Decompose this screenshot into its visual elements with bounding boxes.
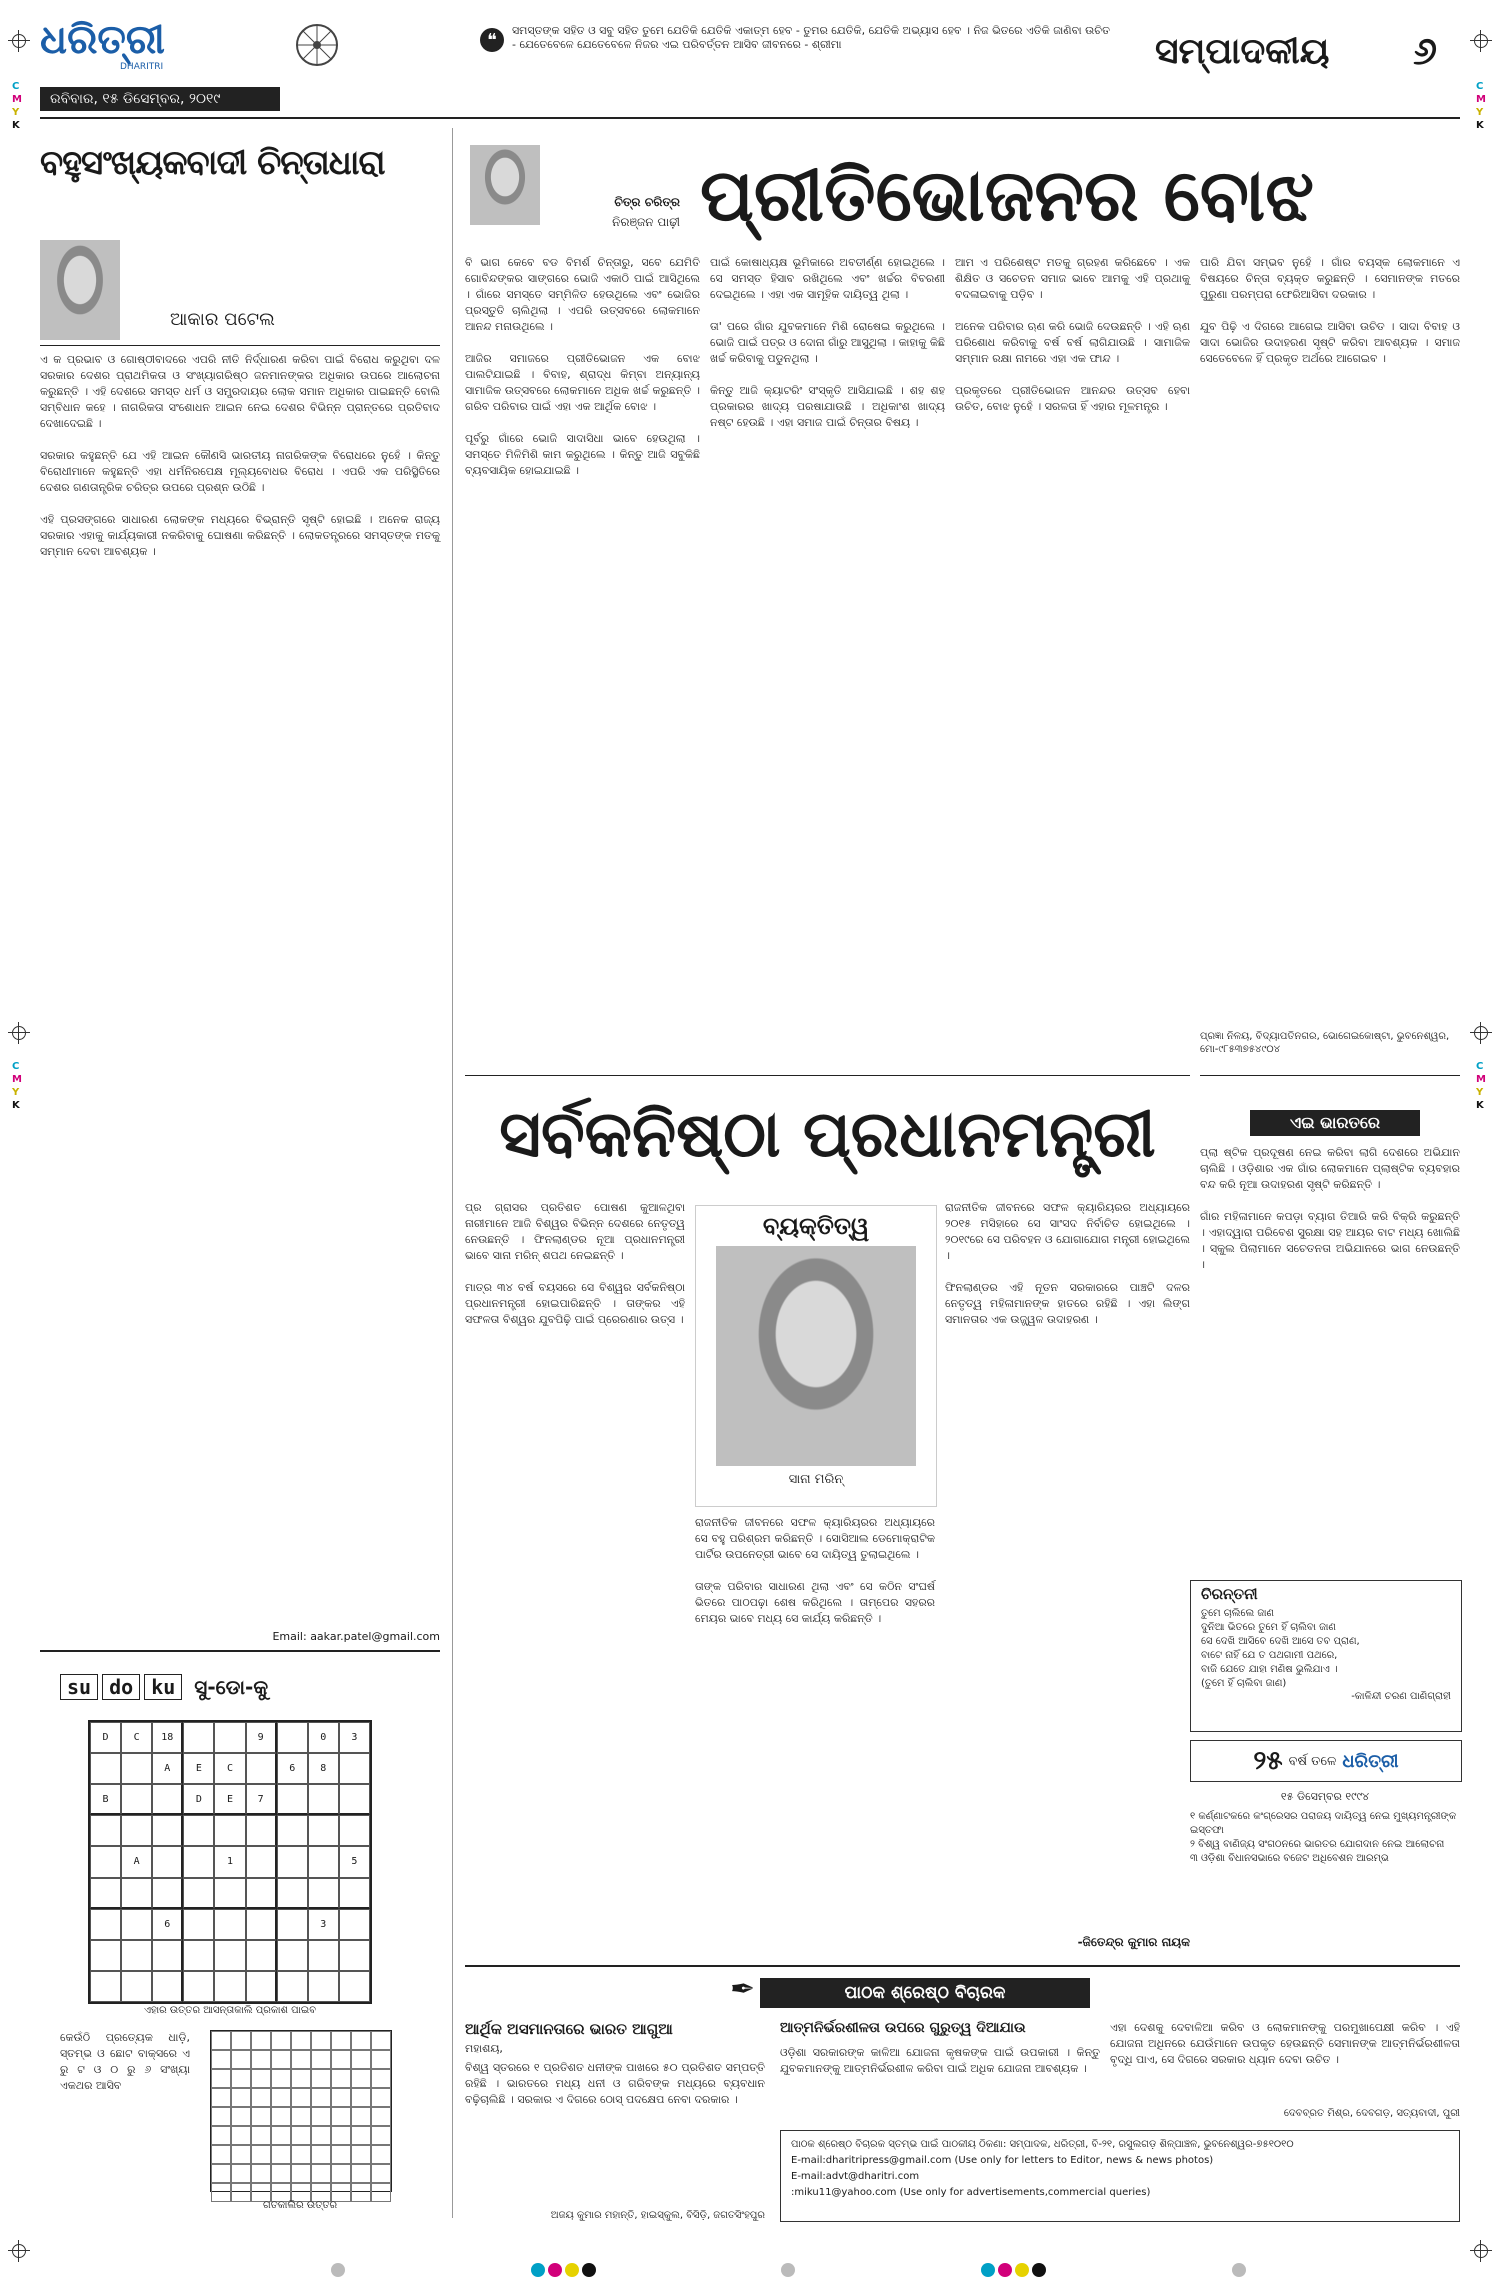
sudoku-cell[interactable] (121, 1878, 152, 1909)
list-item: ୨ ବିଶ୍ୱ ବାଣିଜ୍ୟ ସଂଗଠନରେ ଭାରତର ଯୋଗଦାନ ନେଇ ଆଲୋଚନା (1190, 1839, 1445, 1850)
sudoku-cell[interactable] (339, 1878, 370, 1909)
person-photo (716, 1246, 916, 1466)
solution-cell (331, 2126, 351, 2145)
solution-cell (251, 2031, 271, 2050)
solution-cell (351, 2107, 371, 2126)
solution-cell (351, 2145, 371, 2164)
years-ago-header: ୨୫ ବର୍ଷ ତଳେ ଧରିତ୍ରୀ (1190, 1740, 1462, 1782)
article-pm-col3-top: ରାଜନୀତିକ ଜୀବନରେ ସଫଳ କ୍ୟାରିୟରର ଅଧ୍ୟାୟରେ ୨୦୧୫ ମସିହାରେ ସେ ସାଂସଦ ନିର୍ବାଚିତ ହୋଇଥିଲେ । ୨୦୧୯ରେ ସେ ପରିବହନ ଓ ଯୋଗାଯୋଗ ମନ୍ତ୍ରୀ ହୋଇଥିଲେ । ଫିନଲାଣ୍ଡର ଏହି ନୂତନ ସରକାରରେ ପାଞ୍ଚଟି ଦଳର ନେତୃତ୍ୱ ମହିଳାମାନଙ୍କ ହାତରେ ରହିଛି । ଏହା ଲିଙ୍ଗ ସମାନତାର ଏକ ଉଜ୍ଜ୍ୱଳ ଉଦାହରଣ । (945, 1201, 1190, 1326)
solution-cell (271, 2069, 291, 2088)
letter-body: ଓଡ଼ିଶା ସରକାରଙ୍କ କାଳିଆ ଯୋଜନା କୃଷକଙ୍କ ପାଇଁ ଉପକାରୀ । କିନ୍ତୁ ଯୁବକମାନଙ୍କୁ ଆତ୍ମନିର୍ଭରଶୀଳ କରିବା ପାଇଁ ଅଧିକ ଯୋଜନା ଆବଶ୍ୟକ । (780, 2046, 1104, 2075)
solution-cell (271, 2088, 291, 2107)
sudoku-cell[interactable]: 6 (277, 1753, 308, 1784)
solution-cell (231, 2126, 251, 2145)
article-pm-col1: ପ୍ର ଗ୍ରାସର ପ୍ରତିଶତ ପୋଷଣ କୁଆଳଥିବା ନାରୀମାନେ ଆଜି ବିଶ୍ୱର ବିଭିନ୍ନ ଦେଶରେ ନେତୃତ୍ୱ ନେଉଛନ୍ତି । ଫିନଲାଣ୍ଡର ନୂଆ ପ୍ରଧାନମନ୍ତ୍ରୀ ଭାବେ ସାନା ମରିନ୍ ଶପଥ ନେଇଛନ୍ତି । ମାତ୍ର ୩୪ ବର୍ଷ ବୟସରେ ସେ ବିଶ୍ୱର ସର୍ବକନିଷ୍ଠା ପ୍ରଧାନମନ୍ତ୍ରୀ ହୋଇପାରିଛନ୍ତି । ତାଙ୍କର ଏହି ସଫଳତା ବିଶ୍ୱର ଯୁବପିଢ଼ି ପାଇଁ ପ୍ରେରଣାର ଉତ୍ସ । (465, 1201, 685, 1326)
article-main-col2: ପାଇଁ କୋଷାଧ୍ୟକ୍ଷ ଭୂମିକାରେ ଅବତୀର୍ଣ୍ଣ ହୋଇଥିଲେ । ସେ ସମସ୍ତ ହିସାବ ରଖିଥିଲେ ଏବଂ ଖର୍ଚ୍ଚର ବିବରଣୀ ଦେଇଥିଲେ । ଏହା ଏକ ସାମୂହିକ ଦାୟିତ୍ୱ ଥିଲା । ତା' ପରେ ଗାଁର ଯୁବକମାନେ ମିଶି ରୋଷେଇ କରୁଥିଲେ । ଭୋଜି ପାଇଁ ପତ୍ର ଓ ଦୋନା ଗାଁରୁ ଆସୁଥିଲା । କାହାକୁ କିଛି ଖର୍ଚ୍ଚ କରିବାକୁ ପଡୁନଥିଲା । କିନ୍ତୁ ଆଜି କ୍ୟାଟରିଂ ସଂସ୍କୃତି ଆସିଯାଇଛି । ଶହ ଶହ ପ୍ରକାରର ଖାଦ୍ୟ ପରଷାଯାଉଛି । ଅଧିକାଂଶ ଖାଦ୍ୟ ନଷ୍ଟ ହେଉଛି । ଏହା ସମାଜ ପାଇଁ ଚିନ୍ତାର ବିଷୟ । (710, 256, 945, 429)
solution-cell (331, 2107, 351, 2126)
solution-cell (311, 2088, 331, 2107)
letter-author: ଦେବବ୍ରତ ମିଶ୍ର, ଦେବଗଡ଼, ସତ୍ୟବାଦୀ, ପୁରୀ (1283, 2108, 1460, 2119)
sudoku-cell[interactable] (277, 1940, 308, 1971)
solution-cell (231, 2088, 251, 2107)
sudoku-cell[interactable] (121, 1909, 152, 1940)
solution-cell (331, 2069, 351, 2088)
sudoku-cell[interactable] (277, 1971, 308, 2002)
sudoku-cell[interactable] (121, 1815, 152, 1846)
reader-section-title: ପାଠକ ଶ୍ରେଷ୍ଠ ବିଚାରକ (760, 1978, 1090, 2008)
sudoku-caption: ଏହାର ଉତ୍ତର ଆସନ୍ତାକାଲି ପ୍ରକାଶ ପାଇବ (143, 2005, 317, 2016)
cmyk-strip: C M Y K (1476, 81, 1486, 131)
sudoku-cell[interactable]: B (90, 1784, 121, 1815)
sudoku-cell[interactable] (152, 1846, 183, 1877)
divider (40, 1650, 440, 1652)
solution-cell (271, 2050, 291, 2069)
solution-cell (331, 2031, 351, 2050)
solution-cell (211, 2069, 231, 2088)
sudoku-cell[interactable] (90, 1940, 121, 1971)
solution-cell (291, 2107, 311, 2126)
solution-cell (291, 2164, 311, 2183)
sudoku-cell[interactable] (246, 1846, 277, 1877)
sudoku-cell[interactable] (152, 1940, 183, 1971)
solution-cell (271, 2164, 291, 2183)
sudoku-cell[interactable] (277, 1722, 308, 1753)
solution-cell (231, 2145, 251, 2164)
cmyk-strip: C M Y K (12, 1061, 22, 1111)
solution-cell (291, 2031, 311, 2050)
letter-author: ଅଜୟ କୁମାର ମହାନ୍ତି, ହାଇସ୍କୁଲ, ବିସିଡ଼ି, ଜଗତସିଂହପୁର (550, 2210, 765, 2221)
sudoku-cell[interactable] (183, 1971, 214, 2002)
article-main-address: ପ୍ରଜ୍ଞା ନିଳୟ, ବିଦ୍ୟାପତିନଗର, ଭୋଗେଇକୋଷ୍ଟା, ଭୁବନେଶ୍ୱର, ମୋ-୯୮୫୩୭୫୪୯୦୪ (1200, 1031, 1450, 1055)
sudoku-cell[interactable] (214, 1815, 245, 1846)
registration-mark (1470, 30, 1492, 52)
divider (465, 1965, 1460, 1967)
sudoku-cell[interactable]: 1 (214, 1846, 245, 1877)
page-number: ୬ (1413, 28, 1437, 73)
article-left-body: ଏ କ ପ୍ରଭାବ ଓ ଗୋଷ୍ଠୀବାଦରେ ଏପରି ନୀତି ନିର୍ଦ୍ଧାରଣ କରିବା ପାଇଁ ବିରୋଧ କରୁଥିବା ଦଳ ସରକାର ଦେଶର ପ୍ରାଥମିକତା ଓ ସଂଖ୍ୟାଗରିଷ୍ଠ ଜନମାନଙ୍କର ଅଧିକାର ଉପରେ ଆଲୋଚନା କରୁଛନ୍ତି । ଏହି ଦେଶରେ ସମସ୍ତ ଧର୍ମ ଓ ସମ୍ପ୍ରଦାୟର ଲୋକ ସମାନ ଅଧିକାର ପାଇଛନ୍ତି ବୋଲି ସମ୍ବିଧାନ କହେ । ନାଗରିକତା ସଂଶୋଧନ ଆଇନ ନେଇ ଦେଶର ବିଭିନ୍ନ ପ୍ରାନ୍ତରେ ପ୍ରତିବାଦ ଦେଖାଦେଇଛି । ସରକାର କହୁଛନ୍ତି ଯେ ଏହି ଆଇନ କୌଣସି ଭାରତୀୟ ନାଗରିକଙ୍କ ବିରୋଧରେ ନୁହେଁ । କିନ୍ତୁ ବିରୋଧୀମାନେ କହୁଛନ୍ତି ଏହା ଧର୍ମନିରପେକ୍ଷ ମୂଲ୍ୟବୋଧର ବିରୋଧ । ଏପରି ଏକ ପରିସ୍ଥିତିରେ ଦେଶର ଗଣତାନ୍ତ୍ରିକ ଚରିତ୍ର ଉପରେ ପ୍ରଶ୍ନ ଉଠିଛି । ଏହି ପ୍ରସଙ୍ଗରେ ସାଧାରଣ ଲୋକଙ୍କ ମଧ୍ୟରେ ବିଭ୍ରାନ୍ତି ସୃଷ୍ଟି ହୋଇଛି । ଅନେକ ରାଜ୍ୟ ସରକାର ଏହାକୁ କାର୍ଯ୍ୟକାରୀ ନକରିବାକୁ ଘୋଷଣା କରିଛନ୍ତି । ଲୋକତନ୍ତ୍ରରେ ସମସ୍ତଙ୍କ ମତକୁ ସମ୍ମାନ ଦେବା ଆବଶ୍ୟକ । (40, 353, 440, 558)
sudoku-cell[interactable] (90, 1909, 121, 1940)
sudoku-cell[interactable] (339, 1909, 370, 1940)
solution-cell (251, 2050, 271, 2069)
solution-cell (211, 2050, 231, 2069)
article-main-headline: ପ୍ରୀତିଭୋଜନର ବୋଝ (700, 152, 1315, 237)
email-letters[interactable]: E-mail:dharitripress@gmail.com (Use only for letters to Editor, news & news photos) (791, 2155, 1214, 2166)
sudoku-cell[interactable]: 18 (152, 1722, 183, 1753)
sudoku-cell[interactable] (183, 1815, 214, 1846)
sudoku-cell[interactable]: D (183, 1784, 214, 1815)
solution-cell (351, 2050, 371, 2069)
solution-cell (311, 2107, 331, 2126)
sudoku-cell[interactable] (183, 1878, 214, 1909)
sudoku-cell[interactable]: 5 (339, 1846, 370, 1877)
sudoku-cell[interactable] (246, 1878, 277, 1909)
solution-cell (311, 2145, 331, 2164)
solution-cell (371, 2126, 391, 2145)
cmyk-strip: C M Y K (12, 81, 22, 131)
solution-cell (371, 2107, 391, 2126)
article-pm-col3-continued (945, 1515, 1190, 1950)
sudoku-cell[interactable]: 0 (308, 1722, 339, 1753)
solution-cell (291, 2050, 311, 2069)
sudoku-cell[interactable] (246, 1971, 277, 2002)
sudoku-cell[interactable] (214, 1971, 245, 2002)
sudoku-cell[interactable]: 7 (246, 1784, 277, 1815)
sudoku-cell[interactable] (214, 1722, 245, 1753)
sudoku-cell[interactable] (121, 1784, 152, 1815)
sudoku-grid (88, 1720, 372, 2004)
sudoku-cell[interactable]: C (121, 1722, 152, 1753)
solution-cell (211, 2145, 231, 2164)
solution-cell (371, 2164, 391, 2183)
solution-cell (311, 2164, 331, 2183)
solution-cell (351, 2088, 371, 2107)
column-rule (452, 128, 453, 2218)
divider (1200, 1075, 1460, 1076)
sudoku-cell[interactable] (152, 1878, 183, 1909)
column-label: ଚିତ୍ର ଚରିତ୍ର (614, 195, 680, 209)
sudoku-cell[interactable] (90, 1878, 121, 1909)
solution-cell (371, 2088, 391, 2107)
sudoku-cell[interactable]: 9 (246, 1722, 277, 1753)
solution-cell (371, 2069, 391, 2088)
sudoku-cell[interactable] (339, 1784, 370, 1815)
cmyk-strip: C M Y K (1476, 1061, 1486, 1111)
solution-cell (251, 2069, 271, 2088)
columnist-name: ନିରଞ୍ଜନ ପାଢ଼ୀ (612, 215, 680, 229)
sudoku-cell[interactable] (308, 1815, 339, 1846)
solution-cell (251, 2145, 271, 2164)
solution-cell (231, 2050, 251, 2069)
sudoku-cell[interactable] (308, 1878, 339, 1909)
columnist-photo (470, 145, 540, 225)
ei-bharatare-body: ପ୍ଲା ଷ୍ଟିକ ପ୍ରଦୂଷଣ ନେଇ କରିବା ଲାଗି ଦେଶରେ ଅଭିଯାନ ଚାଲିଛି । ଓଡ଼ିଶାର ଏକ ଗାଁର ଲୋକମାନେ ପ୍ଲାଷ୍ଟିକ ବ୍ୟବହାର ବନ୍ଦ କରି ନୂଆ ଉଦାହରଣ ସୃଷ୍ଟି କରିଛନ୍ତି । ଗାଁର ମହିଳାମାନେ କପଡ଼ା ବ୍ୟାଗ ତିଆରି କରି ବିକ୍ରି କରୁଛନ୍ତି । ଏହାଦ୍ୱାରା ପରିବେଶ ସୁରକ୍ଷା ସହ ଆୟର ବାଟ ମଧ୍ୟ ଖୋଲିଛି । ସ୍କୁଲ ପିଲାମାନେ ସଚେତନତା ଅଭିଯାନରେ ଭାଗ ନେଉଛନ୍ତି । (1200, 1146, 1460, 1271)
solution-cell (231, 2107, 251, 2126)
article-main-col1: ବି ଭାଗ କେବେ ବଡ ବିମର୍ଶ ଚିନ୍ତାରୁ, ସବେ ଯେମିତି ଗୋବିନ୍ଦଙ୍କର ସାଙ୍ଗରେ ଭୋଜି ଏକାଠି ପାଇଁ ଆସିଥିଲେ । ଗାଁରେ ସମସ୍ତେ ସମ୍ମିଳିତ ହେଉଥିଲେ ଏବଂ ଭୋଜିର ପ୍ରସ୍ତୁତି ଚାଲିଥିଲା । ଏପରି ଉତ୍ସବରେ ଲୋକମାନେ ଆନନ୍ଦ ମନାଉଥିଲେ । ଆଜିର ସମାଜରେ ପ୍ରୀତିଭୋଜନ ଏକ ବୋଝ ପାଲଟିଯାଇଛି । ବିବାହ, ଶ୍ରାଦ୍ଧ କିମ୍ବା ଅନ୍ୟାନ୍ୟ ସାମାଜିକ ଉତ୍ସବରେ ଲୋକମାନେ ଅଧିକ ଖର୍ଚ୍ଚ କରୁଛନ୍ତି । ଗରିବ ପରିବାର ପାଇଁ ଏହା ଏକ ଆର୍ଥିକ ବୋଝ । ପୂର୍ବରୁ ଗାଁରେ ଭୋଜି ସାଦାସିଧା ଭାବେ ହେଉଥିଲା । ସମସ୍ତେ ମିଳିମିଶି କାମ କରୁଥିଲେ । କିନ୍ତୁ ଆଜି ସବୁକିଛି ବ୍ୟବସାୟିକ ହୋଇଯାଇଛି । (465, 256, 700, 477)
solution-cell (231, 2069, 251, 2088)
solution-cell (211, 2164, 231, 2183)
sudoku-cell[interactable] (183, 1846, 214, 1877)
chirantani-box: ଚିରନ୍ତନୀ ତୁମେ ଚାଲିଲେ ଜାଣ ଦୁନିଆ ଭିତରେ ତୁମେ ହିଁ ଚାଲିବା ଜାଣ ସେ ଦେଖି ଆସିବେ ଦେଖି ଆସେ ତବ ପ୍ରାଣ, ବାଟେ ନାହିଁ ଯେ ତ ପଥଗାମୀ ପଥରେ, ବାଜି ଯେତେ ଯାହା ମଣିଷ ଭୁଲିଯାଏ । (ତୁମେ ହିଁ ଚାଲିବା ଜାଣ) -କାଳିନ୍ଦୀ ଚରଣ ପାଣିଗ୍ରାହୀ (1190, 1580, 1462, 1732)
solution-cell (311, 2069, 331, 2088)
sudoku-cell[interactable] (308, 1971, 339, 2002)
article-left-email: Email: aakar.patel@gmail.com (272, 1630, 440, 1643)
sudoku-cell[interactable]: 6 (152, 1909, 183, 1940)
masthead-rule (40, 117, 1460, 119)
sudoku-cell[interactable]: 8 (308, 1753, 339, 1784)
sudoku-cell[interactable] (90, 1971, 121, 2002)
sudoku-cell[interactable] (214, 1940, 245, 1971)
section-title: ସମ୍ପାଦକୀୟ (1155, 30, 1330, 72)
sudoku-cell[interactable]: A (152, 1753, 183, 1784)
solution-cell (291, 2126, 311, 2145)
letter-body: ଏହା ଦେଶକୁ ଦେବାଳିଆ କରିବ ଓ ଲୋକମାନଙ୍କୁ ପରମୁଖାପେକ୍ଷୀ କରିବ । ଏହି ଯୋଜନା ଅଧିନରେ ଯେଉଁମାନେ ଉପକୃତ ହେଉଛନ୍ତି ସେମାନଙ୍କ ଆତ୍ମନିର୍ଭରଶୀଳତା ବୃଦ୍ଧି ପାଏ, ସେ ଦିଗରେ ସରକାର ଧ୍ୟାନ ଦେବା ଉଚିତ । (1110, 2021, 1464, 2066)
article-main-col4: ପାରି ଯିବା ସମ୍ଭବ ନୁହେଁ । ଗାଁର ବୟସ୍କ ଲୋକମାନେ ଏ ବିଷୟରେ ଚିନ୍ତା ବ୍ୟକ୍ତ କରୁଛନ୍ତି । ସେମାନଙ୍କ ମତରେ ପୁରୁଣା ପରମ୍ପରା ଫେରିଆସିବା ଦରକାର । ଯୁବ ପିଢ଼ି ଏ ଦିଗରେ ଆଗେଇ ଆସିବା ଉଚିତ । ସାଦା ବିବାହ ଓ ସାଦା ଭୋଜିର ଉଦାହରଣ ସୃଷ୍ଟି କରିବା ଆବଶ୍ୟକ । ସମାଜ ସେତେବେଳେ ହିଁ ପ୍ରକୃତ ଅର୍ଥରେ ଆଗେଇବ । (1200, 256, 1460, 365)
sudoku-cell[interactable] (339, 1753, 370, 1784)
solution-cell (331, 2145, 351, 2164)
article-pm-headline: ସର୍ବକନିଷ୍ଠା ପ୍ରଧାନମନ୍ତ୍ରୀ (499, 1097, 1156, 1172)
sudoku-cell[interactable] (339, 1940, 370, 1971)
sudoku-cell[interactable] (246, 1815, 277, 1846)
sudoku-cell[interactable] (183, 1940, 214, 1971)
registration-mark (8, 30, 30, 52)
masthead-quote: ସମସ୍ତଙ୍କ ସହିତ ଓ ସବୁ ସହିତ ତୁମେ ଯେତିକି ଯେତିକି ଏକାତ୍ମ ହେବ - ତୁମର ଯେତିକି, ଯେତିକି ଅଭ୍ୟାସ ହେବ । ନିଜ ଭିତରେ ଏତିକି ଜାଣିବା ଉଚିତ - ଯେତେବେଳେ ଯେତେବେଳେ ନିଜର ଏଇ ପରିବର୍ତ୍ତନ ଆସିବ ଜୀବନରେ - ଶ୍ରୀମା (512, 24, 1110, 51)
solution-cell (211, 2031, 231, 2050)
solution-cell (231, 2031, 251, 2050)
solution-cell (271, 2031, 291, 2050)
letter-body: ବିଶ୍ୱ ସ୍ତରରେ ୧ ପ୍ରତିଶତ ଧନୀଙ୍କ ପାଖରେ ୫୦ ପ୍ରତିଶତ ସମ୍ପତ୍ତି ରହିଛି । ଭାରତରେ ମଧ୍ୟ ଧନୀ ଓ ଗରିବଙ୍କ ମଧ୍ୟରେ ବ୍ୟବଧାନ ବଢ଼ିଚାଲିଛି । ସରକାର ଏ ଦିଗରେ ଠୋସ୍ ପଦକ୍ଷେପ ନେବା ଦରକାର । (465, 2061, 769, 2106)
letter-salutation: ମହାଶୟ, (465, 2042, 503, 2055)
sudoku-cell[interactable] (246, 1909, 277, 1940)
solution-cell (291, 2145, 311, 2164)
ei-bharatare-title: ଏଇ ଭାରତରେ (1250, 1110, 1420, 1136)
solution-cell (331, 2164, 351, 2183)
article-left-headline: ବହୁସଂଖ୍ୟକବାଦୀ ଚିନ୍ତାଧାରା (40, 143, 385, 183)
article-main-col3: ଆମ ଏ ପରିଶେଷ୍ଟ ମତକୁ ଗ୍ରହଣ କରିଛେବେ । ଏକ ଶିକ୍ଷିତ ଓ ସଚେତନ ସମାଜ ଭାବେ ଆମକୁ ଏହି ପ୍ରଥାକୁ ବଦଳାଇବାକୁ ପଡ଼ିବ । ଅନେକ ପରିବାର ଋଣ କରି ଭୋଜି ଦେଉଛନ୍ତି । ଏହି ଋଣ ପରିଶୋଧ କରିବାକୁ ବର୍ଷ ବର୍ଷ ଲାଗିଯାଉଛି । ସାମାଜିକ ସମ୍ମାନ ରକ୍ଷା ନାମରେ ଏହା ଏକ ଫାନ୍ଦ । ପ୍ରକୃତରେ ପ୍ରୀତିଭୋଜନ ଆନନ୍ଦର ଉତ୍ସବ ହେବା ଉଚିତ, ବୋଝ ନୁହେଁ । ସରଳତା ହିଁ ଏହାର ମୂଳମନ୍ତ୍ର । (955, 256, 1190, 413)
pen-icon: ✒ (730, 1972, 756, 2007)
registration-mark (1470, 2240, 1492, 2262)
article-pm-col2: ରାଜନୀତିକ ଜୀବନରେ ସଫଳ କ୍ୟାରିୟରର ଅଧ୍ୟାୟରେ ସେ ବହୁ ପରିଶ୍ରମ କରିଛନ୍ତି । ସୋସିଆଲ ଡେମୋକ୍ରାଟିକ ପାର୍ଟିର ଉପନେତ୍ରୀ ଭାବେ ସେ ଦାୟିତ୍ୱ ତୁଲାଇଥିଲେ । ତାଙ୍କ ପରିବାର ସାଧାରଣ ଥିଲା ଏବଂ ସେ କଠିନ ସଂଘର୍ଷ ଭିତରେ ପାଠପଢ଼ା ଶେଷ କରିଥିଲେ । ତାମ୍ପେର ସହରର ମେୟର ଭାବେ ମଧ୍ୟ ସେ କାର୍ଯ୍ୟ କରିଛନ୍ତି । (695, 1516, 935, 1625)
solution-cell (271, 2145, 291, 2164)
sudoku-cell[interactable] (121, 1971, 152, 2002)
solution-cell (251, 2126, 271, 2145)
sudoku-cell[interactable] (246, 1940, 277, 1971)
sudoku-cell[interactable] (277, 1815, 308, 1846)
sudoku-cell[interactable] (90, 1846, 121, 1877)
article-pm-byline: -ଜିତେନ୍ଦ୍ର କୁମାର ନାୟକ (1077, 1935, 1190, 1949)
solution-cell (291, 2088, 311, 2107)
sudoku-cell[interactable] (121, 1940, 152, 1971)
solution-cell (211, 2088, 231, 2107)
email-ads[interactable]: E-mail:advt@dharitri.com (791, 2171, 920, 2182)
letter-title: ଆର୍ଥିକ ଅସମାନତାରେ ଭାରତ ଆଗୁଆ (465, 2020, 673, 2038)
solution-cell (351, 2126, 371, 2145)
sudoku-cell[interactable] (277, 1878, 308, 1909)
sudoku-cell[interactable] (308, 1846, 339, 1877)
sudoku-cell[interactable] (339, 1971, 370, 2002)
masthead-logo: ଧରିତ୍ରୀ DHARITRI (40, 16, 165, 72)
dharma-chakra-icon (292, 20, 412, 140)
list-item: ୩ ଓଡ଼ିଶା ବିଧାନସଭାରେ ବଜେଟ ଅଧିବେଶନ ଆରମ୍ଭ (1190, 1853, 1389, 1864)
solution-cell (251, 2164, 271, 2183)
solution-cell (231, 2164, 251, 2183)
article-left-author: ଆକାର ପଟେଲ (170, 309, 275, 330)
solution-cell (291, 2069, 311, 2088)
solution-cell (311, 2126, 331, 2145)
registration-mark (8, 2240, 30, 2262)
sudoku-cell[interactable] (246, 1753, 277, 1784)
solution-cell (331, 2050, 351, 2069)
solution-cell (371, 2050, 391, 2069)
solution-cell (331, 2088, 351, 2107)
sudoku-cell[interactable] (308, 1784, 339, 1815)
solution-cell (311, 2050, 331, 2069)
years-ago-list (1190, 1810, 1460, 1870)
solution-cell (311, 2031, 331, 2050)
sudoku-header: su do ku ସୁ-ଡୋ-କୁ (60, 1670, 400, 1704)
reader-contact-box: ପାଠକ ଶ୍ରେଷ୍ଠ ବିଚାରକ ସ୍ତମ୍ଭ ପାଇଁ ପାଠକୀୟ ଠିକଣା: ସମ୍ପାଦକ, ଧରିତ୍ରୀ, ବି-୨୧, ରସୁଲଗଡ଼ ଶିଳ୍ପାଞ୍ଚଳ, ଭୁବନେଶ୍ୱର-୭୫୧୦୧୦ E-mail:dharitripress@gmail.com (Use only for letters to Editor, news & news photos) E-mail:advt@dharitri.com :miku11@yahoo.com (Use only for advertisements,commercial queries) (780, 2130, 1460, 2222)
sudoku-cell[interactable]: E (183, 1753, 214, 1784)
sudoku-cell[interactable]: 3 (339, 1722, 370, 1753)
sudoku-cell[interactable] (152, 1815, 183, 1846)
solution-cell (351, 2031, 371, 2050)
sudoku-cell[interactable] (277, 1909, 308, 1940)
sudoku-cell[interactable] (90, 1815, 121, 1846)
author-photo (40, 240, 120, 340)
sudoku-solution-caption: ଗତକାଲିର ଉତ୍ତର (262, 2200, 338, 2211)
registration-mark (1470, 1022, 1492, 1044)
sudoku-cell[interactable] (308, 1940, 339, 1971)
sudoku-howto: କେଉଁଠି ପ୍ରତ୍ୟେକ ଧାଡ଼ି, ସ୍ତମ୍ଭ ଓ ଛୋଟ ବାକ୍ସରେ ଏ ରୁ ଟ ଓ ୦ ରୁ ୬ ସଂଖ୍ୟା ଏକଥର ଆସିବ (60, 2031, 194, 2092)
solution-cell (371, 2031, 391, 2050)
divider (465, 1075, 1190, 1076)
solution-cell (271, 2107, 291, 2126)
solution-cell (271, 2126, 291, 2145)
sudoku-cell[interactable] (214, 1878, 245, 1909)
solution-cell (211, 2126, 231, 2145)
sudoku-cell[interactable] (183, 1909, 214, 1940)
letter-title: ଆତ୍ମନିର୍ଭରଶୀଳତା ଉପରେ ଗୁରୁତ୍ୱ ଦିଆଯାଉ (780, 2020, 1026, 2036)
sudoku-cell[interactable] (90, 1753, 121, 1784)
sudoku-cell[interactable]: C (214, 1753, 245, 1784)
divider (40, 345, 440, 346)
solution-cell (371, 2145, 391, 2164)
masthead-date: ରବିବାର, ୧୫ ଡିସେମ୍ବର, ୨୦୧୯ (40, 87, 280, 111)
sudoku-cell[interactable] (152, 1784, 183, 1815)
solution-cell (211, 2107, 231, 2126)
sudoku-cell[interactable] (277, 1784, 308, 1815)
solution-cell (251, 2088, 271, 2107)
sudoku-cell[interactable] (183, 1722, 214, 1753)
sudoku-cell[interactable] (214, 1909, 245, 1940)
sudoku-cell[interactable] (339, 1815, 370, 1846)
registration-mark (8, 1022, 30, 1044)
solution-cell (251, 2107, 271, 2126)
sudoku-cell[interactable] (152, 1971, 183, 2002)
solution-cell (351, 2164, 371, 2183)
quote-icon: ❝ (480, 28, 504, 52)
list-item: ୧ କର୍ଣ୍ଣାଟକରେ କଂଗ୍ରେସର ପରାଜୟ ଦାୟିତ୍ୱ ନେଇ ମୁଖ୍ୟମନ୍ତ୍ରୀଙ୍କ ଇସ୍ତଫା (1190, 1811, 1457, 1836)
email-misc[interactable]: :miku11@yahoo.com (Use only for advertisements,commercial queries) (791, 2187, 1151, 2198)
sudoku-cell[interactable]: D (90, 1722, 121, 1753)
sudoku-cell[interactable]: A (121, 1846, 152, 1877)
solution-cell (351, 2069, 371, 2088)
years-ago-date: ୧୫ ଡିସେମ୍ବର ୧୯୯୪ (1280, 1790, 1370, 1803)
sudoku-cell[interactable] (277, 1846, 308, 1877)
sudoku-cell[interactable]: E (214, 1784, 245, 1815)
sudoku-cell[interactable] (121, 1753, 152, 1784)
sudoku-solution-grid (210, 2030, 392, 2192)
person-box: ବ୍ୟକ୍ତିତ୍ୱ ସାନା ମରିନ୍ (695, 1205, 937, 1507)
sudoku-cell[interactable]: 3 (308, 1909, 339, 1940)
print-color-bar (240, 2262, 1340, 2282)
